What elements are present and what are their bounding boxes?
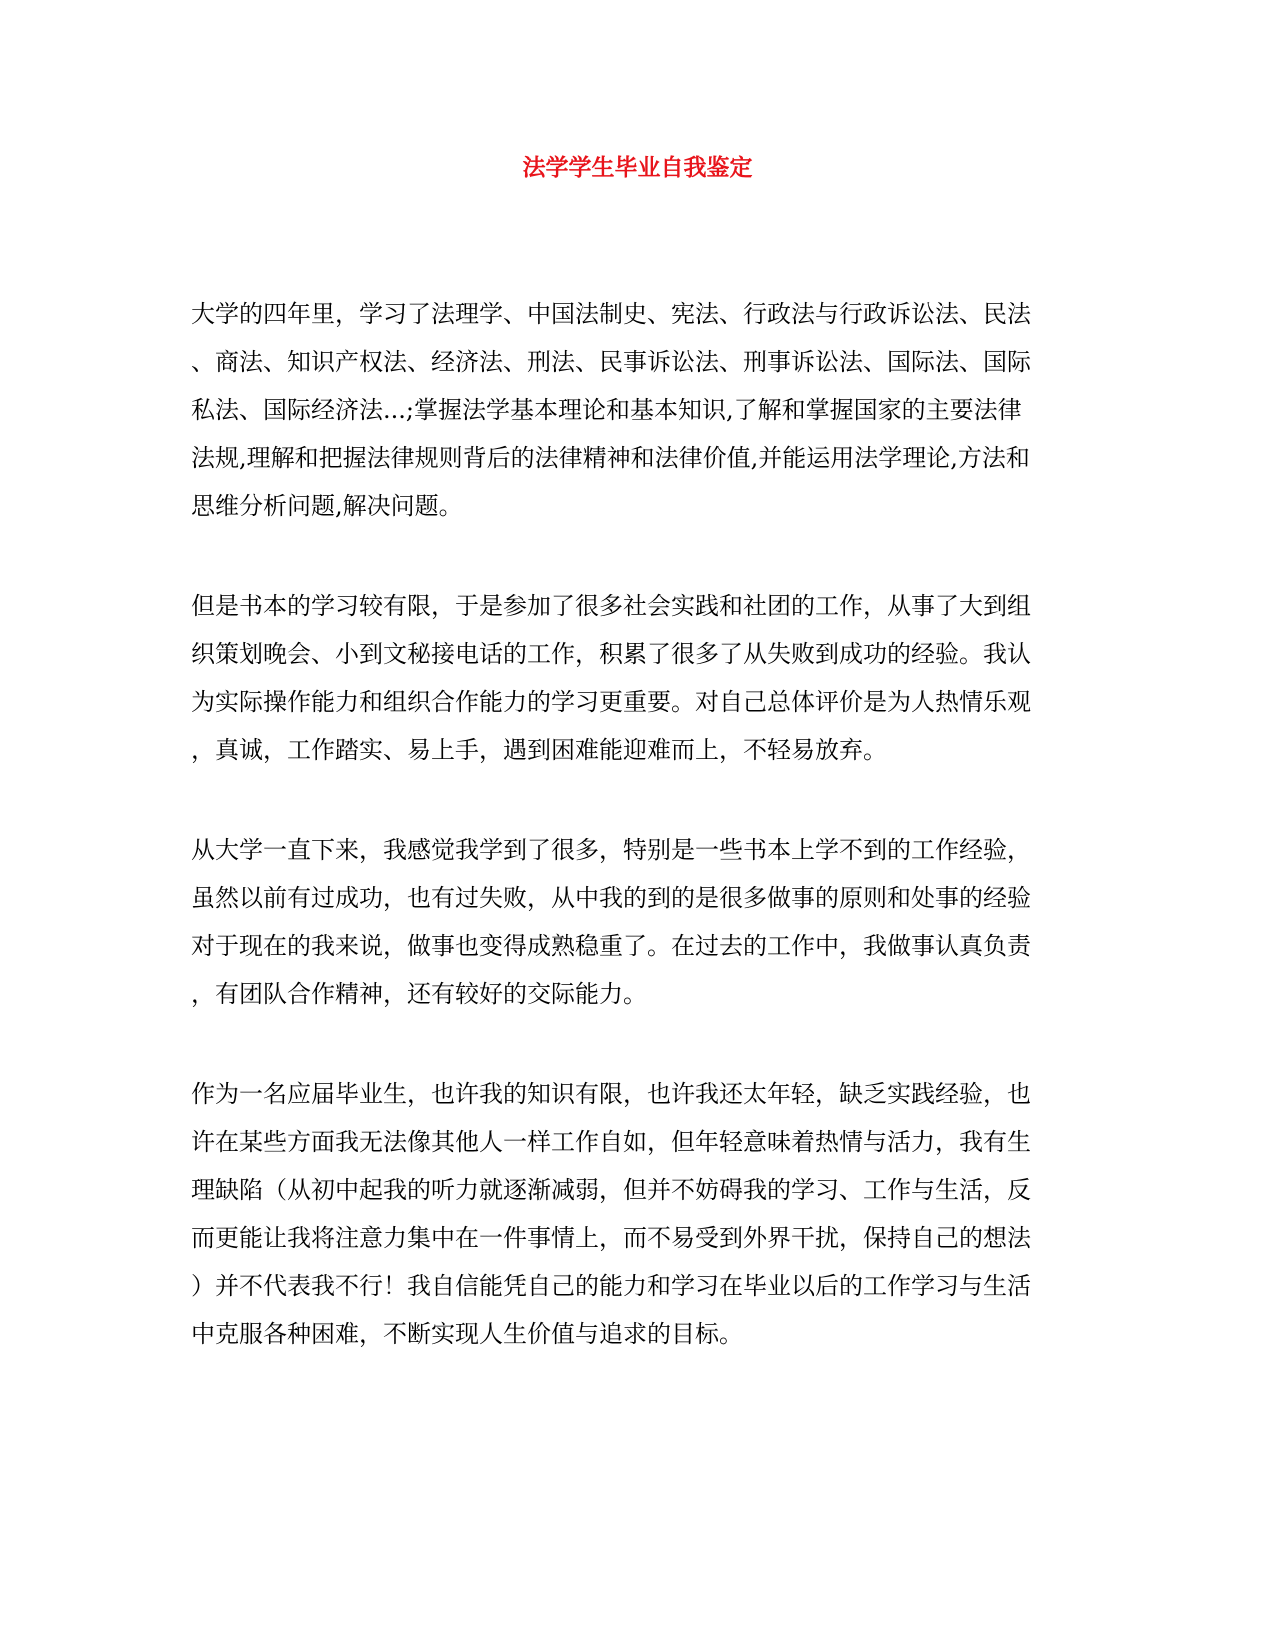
text-line: 私法、国际经济法...;掌握法学基本理论和基本知识,了解和掌握国家的主要法律 [191, 396, 1022, 424]
text-line: ，有团队合作精神，还有较好的交际能力。 [191, 980, 647, 1008]
paragraph-4 [191, 1070, 1079, 1358]
paragraph-3 [191, 826, 1079, 1018]
document-title: 法学学生毕业自我鉴定 [522, 154, 753, 181]
text-line: ，真诚，工作踏实、易上手，遇到困难能迎难而上，不轻易放弃。 [191, 736, 887, 764]
text-line: 大学的四年里，学习了法理学、中国法制史、宪法、行政法与行政诉讼法、民法 [191, 300, 1031, 328]
text-line: 而更能让我将注意力集中在一件事情上，而不易受到外界干扰，保持自己的想法 [191, 1224, 1031, 1252]
text-line: 织策划晚会、小到文秘接电话的工作，积累了很多了从失败到成功的经验。我认 [191, 640, 1031, 668]
text-line: 许在某些方面我无法像其他人一样工作自如，但年轻意味着热情与活力，我有生 [191, 1128, 1031, 1156]
text-line: 法规,理解和把握法律规则背后的法律精神和法律价值,并能运用法学理论,方法和 [191, 444, 1030, 472]
text-line: 从大学一直下来，我感觉我学到了很多，特别是一些书本上学不到的工作经验， [191, 836, 1031, 864]
text-line: 思维分析问题,解决问题。 [191, 492, 463, 520]
text-line: 虽然以前有过成功，也有过失败，从中我的到的是很多做事的原则和处事的经验 [191, 884, 1031, 912]
text-line: 作为一名应届毕业生，也许我的知识有限，也许我还太年轻，缺乏实践经验，也 [191, 1080, 1031, 1108]
text-line: 为实际操作能力和组织合作能力的学习更重要。对自己总体评价是为人热情乐观 [191, 688, 1031, 716]
text-line: 中克服各种困难，不断实现人生价值与追求的目标。 [191, 1320, 743, 1348]
text-line: 、商法、知识产权法、经济法、刑法、民事诉讼法、刑事诉讼法、国际法、国际 [191, 348, 1031, 376]
text-line: ）并不代表我不行！我自信能凭自己的能力和学习在毕业以后的工作学习与生活 [191, 1272, 1031, 1300]
text-line: 对于现在的我来说，做事也变得成熟稳重了。在过去的工作中，我做事认真负责 [191, 932, 1031, 960]
paragraph-1 [191, 290, 1079, 530]
paragraph-2 [191, 582, 1079, 774]
text-line: 理缺陷（从初中起我的听力就逐渐减弱，但并不妨碍我的学习、工作与生活，反 [191, 1176, 1031, 1204]
text-line: 但是书本的学习较有限，于是参加了很多社会实践和社团的工作，从事了大到组 [191, 592, 1031, 620]
